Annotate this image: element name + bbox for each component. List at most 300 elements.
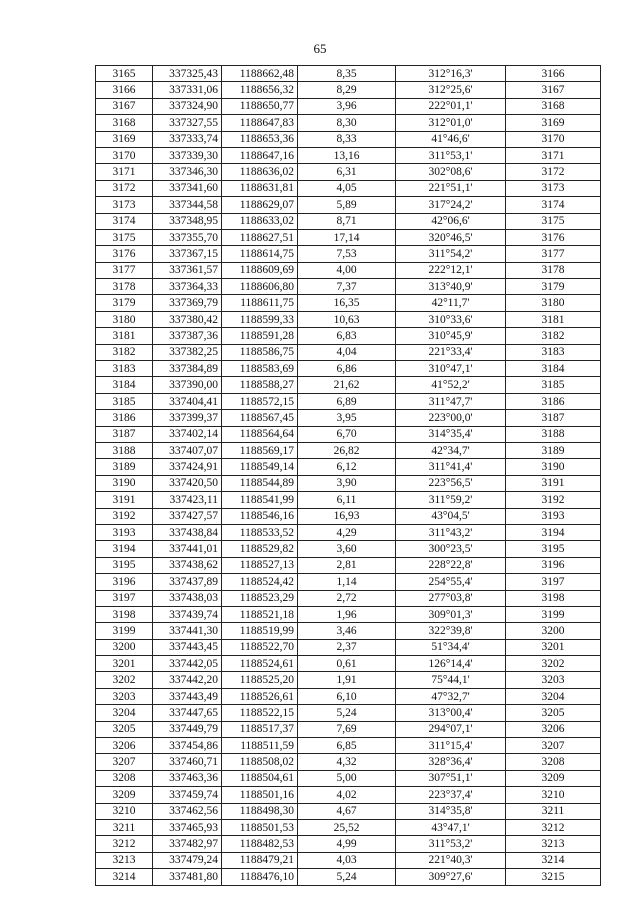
x-coordinate-cell: 337399,37 — [153, 410, 222, 426]
next-point-number-cell: 3209 — [506, 770, 601, 786]
distance-cell: 16,35 — [298, 295, 396, 311]
direction-angle-cell: 307°51,1' — [396, 770, 506, 786]
point-number-cell: 3208 — [96, 770, 153, 786]
direction-angle-cell: 309°01,3' — [396, 606, 506, 622]
y-coordinate-cell: 1188653,36 — [222, 131, 298, 147]
distance-cell: 26,82 — [298, 442, 396, 458]
table-row — [96, 770, 601, 786]
next-point-number-cell: 3186 — [506, 393, 601, 409]
table-row — [96, 656, 601, 672]
y-coordinate-cell: 1188533,52 — [222, 524, 298, 540]
table-row — [96, 115, 601, 131]
y-coordinate-cell: 1188631,81 — [222, 180, 298, 196]
direction-angle-cell: 302°08,6' — [396, 164, 506, 180]
x-coordinate-cell: 337333,74 — [153, 131, 222, 147]
point-number-cell: 3213 — [96, 852, 153, 868]
table-row — [96, 328, 601, 344]
direction-angle-cell: 310°45,9' — [396, 328, 506, 344]
distance-cell: 8,33 — [298, 131, 396, 147]
table-row — [96, 344, 601, 360]
next-point-number-cell: 3208 — [506, 754, 601, 770]
x-coordinate-cell: 337346,30 — [153, 164, 222, 180]
table-row — [96, 738, 601, 754]
next-point-number-cell: 3173 — [506, 180, 601, 196]
y-coordinate-cell: 1188482,53 — [222, 836, 298, 852]
point-number-cell: 3204 — [96, 705, 153, 721]
point-number-cell: 3193 — [96, 524, 153, 540]
table-row — [96, 393, 601, 409]
point-number-cell: 3176 — [96, 246, 153, 262]
y-coordinate-cell: 1188572,15 — [222, 393, 298, 409]
point-number-cell: 3177 — [96, 262, 153, 278]
point-number-cell: 3173 — [96, 197, 153, 213]
x-coordinate-cell: 337364,33 — [153, 279, 222, 295]
table-row — [96, 311, 601, 327]
distance-cell: 3,96 — [298, 98, 396, 114]
point-number-cell: 3207 — [96, 754, 153, 770]
next-point-number-cell: 3202 — [506, 656, 601, 672]
direction-angle-cell: 320°46,5' — [396, 229, 506, 245]
x-coordinate-cell: 337423,11 — [153, 492, 222, 508]
next-point-number-cell: 3213 — [506, 836, 601, 852]
x-coordinate-cell: 337447,65 — [153, 705, 222, 721]
distance-cell: 7,37 — [298, 279, 396, 295]
y-coordinate-cell: 1188501,53 — [222, 819, 298, 835]
next-point-number-cell: 3187 — [506, 410, 601, 426]
direction-angle-cell: 223°00,0' — [396, 410, 506, 426]
direction-angle-cell: 222°12,1' — [396, 262, 506, 278]
y-coordinate-cell: 1188526,61 — [222, 688, 298, 704]
next-point-number-cell: 3188 — [506, 426, 601, 442]
next-point-number-cell: 3183 — [506, 344, 601, 360]
direction-angle-cell: 313°40,9' — [396, 279, 506, 295]
point-number-cell: 3170 — [96, 147, 153, 163]
direction-angle-cell: 328°36,4' — [396, 754, 506, 770]
next-point-number-cell: 3193 — [506, 508, 601, 524]
point-number-cell: 3185 — [96, 393, 153, 409]
direction-angle-cell: 42°34,7' — [396, 442, 506, 458]
x-coordinate-cell: 337380,42 — [153, 311, 222, 327]
point-number-cell: 3175 — [96, 229, 153, 245]
next-point-number-cell: 3201 — [506, 639, 601, 655]
distance-cell: 7,69 — [298, 721, 396, 737]
table-row — [96, 819, 601, 835]
direction-angle-cell: 42°06,6' — [396, 213, 506, 229]
x-coordinate-cell: 337442,20 — [153, 672, 222, 688]
table-row — [96, 147, 601, 163]
direction-angle-cell: 312°16,3' — [396, 66, 506, 82]
x-coordinate-cell: 337384,89 — [153, 361, 222, 377]
point-number-cell: 3166 — [96, 82, 153, 98]
y-coordinate-cell: 1188636,02 — [222, 164, 298, 180]
point-number-cell: 3189 — [96, 459, 153, 475]
point-number-cell: 3168 — [96, 115, 153, 131]
x-coordinate-cell: 337331,06 — [153, 82, 222, 98]
distance-cell: 7,53 — [298, 246, 396, 262]
table-row — [96, 98, 601, 114]
next-point-number-cell: 3178 — [506, 262, 601, 278]
y-coordinate-cell: 1188541,99 — [222, 492, 298, 508]
y-coordinate-cell: 1188517,37 — [222, 721, 298, 737]
direction-angle-cell: 313°00,4' — [396, 705, 506, 721]
distance-cell: 1,14 — [298, 574, 396, 590]
direction-angle-cell: 314°35,4' — [396, 426, 506, 442]
direction-angle-cell: 311°53,2' — [396, 836, 506, 852]
point-number-cell: 3174 — [96, 213, 153, 229]
y-coordinate-cell: 1188656,32 — [222, 82, 298, 98]
y-coordinate-cell: 1188479,21 — [222, 852, 298, 868]
direction-angle-cell: 322°39,8' — [396, 623, 506, 639]
next-point-number-cell: 3184 — [506, 361, 601, 377]
y-coordinate-cell: 1188523,29 — [222, 590, 298, 606]
y-coordinate-cell: 1188498,30 — [222, 803, 298, 819]
x-coordinate-cell: 337355,70 — [153, 229, 222, 245]
y-coordinate-cell: 1188647,83 — [222, 115, 298, 131]
x-coordinate-cell: 337367,15 — [153, 246, 222, 262]
y-coordinate-cell: 1188521,18 — [222, 606, 298, 622]
point-number-cell: 3198 — [96, 606, 153, 622]
distance-cell: 10,63 — [298, 311, 396, 327]
x-coordinate-cell: 337348,95 — [153, 213, 222, 229]
x-coordinate-cell: 337479,24 — [153, 852, 222, 868]
x-coordinate-cell: 337441,01 — [153, 541, 222, 557]
table-row — [96, 590, 601, 606]
next-point-number-cell: 3197 — [506, 574, 601, 590]
y-coordinate-cell: 1188586,75 — [222, 344, 298, 360]
x-coordinate-cell: 337459,74 — [153, 787, 222, 803]
distance-cell: 0,61 — [298, 656, 396, 672]
distance-cell: 21,62 — [298, 377, 396, 393]
direction-angle-cell: 41°46,6' — [396, 131, 506, 147]
direction-angle-cell: 294°07,1' — [396, 721, 506, 737]
x-coordinate-cell: 337442,05 — [153, 656, 222, 672]
point-number-cell: 3172 — [96, 180, 153, 196]
x-coordinate-cell: 337482,97 — [153, 836, 222, 852]
table-row — [96, 131, 601, 147]
next-point-number-cell: 3200 — [506, 623, 601, 639]
table-row — [96, 623, 601, 639]
distance-cell: 6,85 — [298, 738, 396, 754]
next-point-number-cell: 3207 — [506, 738, 601, 754]
y-coordinate-cell: 1188522,15 — [222, 705, 298, 721]
point-number-cell: 3212 — [96, 836, 153, 852]
table-row — [96, 442, 601, 458]
page-number: 65 — [313, 41, 327, 56]
y-coordinate-cell: 1188650,77 — [222, 98, 298, 114]
point-number-cell: 3203 — [96, 688, 153, 704]
point-number-cell: 3188 — [96, 442, 153, 458]
point-number-cell: 3197 — [96, 590, 153, 606]
point-number-cell: 3211 — [96, 819, 153, 835]
direction-angle-cell: 75°44,1' — [396, 672, 506, 688]
distance-cell: 16,93 — [298, 508, 396, 524]
direction-angle-cell: 221°40,3' — [396, 852, 506, 868]
y-coordinate-cell: 1188522,70 — [222, 639, 298, 655]
y-coordinate-cell: 1188508,02 — [222, 754, 298, 770]
table-row — [96, 180, 601, 196]
distance-cell: 2,37 — [298, 639, 396, 655]
direction-angle-cell: 311°41,4' — [396, 459, 506, 475]
point-number-cell: 3206 — [96, 738, 153, 754]
table-row — [96, 836, 601, 852]
distance-cell: 5,24 — [298, 869, 396, 885]
distance-cell: 3,90 — [298, 475, 396, 491]
distance-cell: 6,10 — [298, 688, 396, 704]
table-row — [96, 82, 601, 98]
y-coordinate-cell: 1188527,13 — [222, 557, 298, 573]
distance-cell: 8,30 — [298, 115, 396, 131]
x-coordinate-cell: 337325,43 — [153, 66, 222, 82]
table-row — [96, 377, 601, 393]
x-coordinate-cell: 337481,80 — [153, 869, 222, 885]
next-point-number-cell: 3206 — [506, 721, 601, 737]
next-point-number-cell: 3204 — [506, 688, 601, 704]
direction-angle-cell: 51°34,4' — [396, 639, 506, 655]
next-point-number-cell: 3180 — [506, 295, 601, 311]
next-point-number-cell: 3175 — [506, 213, 601, 229]
direction-angle-cell: 223°56,5' — [396, 475, 506, 491]
y-coordinate-cell: 1188599,33 — [222, 311, 298, 327]
next-point-number-cell: 3198 — [506, 590, 601, 606]
point-number-cell: 3182 — [96, 344, 153, 360]
distance-cell: 3,60 — [298, 541, 396, 557]
distance-cell: 4,04 — [298, 344, 396, 360]
table-row — [96, 803, 601, 819]
point-number-cell: 3171 — [96, 164, 153, 180]
y-coordinate-cell: 1188524,42 — [222, 574, 298, 590]
next-point-number-cell: 3176 — [506, 229, 601, 245]
distance-cell: 5,89 — [298, 197, 396, 213]
y-coordinate-cell: 1188544,89 — [222, 475, 298, 491]
point-number-cell: 3194 — [96, 541, 153, 557]
distance-cell: 8,35 — [298, 66, 396, 82]
x-coordinate-cell: 337344,58 — [153, 197, 222, 213]
point-number-cell: 3205 — [96, 721, 153, 737]
direction-angle-cell: 221°51,1' — [396, 180, 506, 196]
y-coordinate-cell: 1188662,48 — [222, 66, 298, 82]
direction-angle-cell: 126°14,4' — [396, 656, 506, 672]
table-row — [96, 229, 601, 245]
point-number-cell: 3214 — [96, 869, 153, 885]
next-point-number-cell: 3181 — [506, 311, 601, 327]
distance-cell: 3,46 — [298, 623, 396, 639]
next-point-number-cell: 3169 — [506, 115, 601, 131]
next-point-number-cell: 3203 — [506, 672, 601, 688]
distance-cell: 6,70 — [298, 426, 396, 442]
table-row — [96, 246, 601, 262]
next-point-number-cell: 3215 — [506, 869, 601, 885]
y-coordinate-cell: 1188647,16 — [222, 147, 298, 163]
table-row — [96, 672, 601, 688]
direction-angle-cell: 41°52,2' — [396, 377, 506, 393]
point-number-cell: 3178 — [96, 279, 153, 295]
x-coordinate-cell: 337438,62 — [153, 557, 222, 573]
y-coordinate-cell: 1188633,02 — [222, 213, 298, 229]
x-coordinate-cell: 337465,93 — [153, 819, 222, 835]
direction-angle-cell: 314°35,8' — [396, 803, 506, 819]
point-number-cell: 3199 — [96, 623, 153, 639]
next-point-number-cell: 3191 — [506, 475, 601, 491]
table-row — [96, 869, 601, 885]
point-number-cell: 3181 — [96, 328, 153, 344]
x-coordinate-cell: 337361,57 — [153, 262, 222, 278]
direction-angle-cell: 311°47,7' — [396, 393, 506, 409]
point-number-cell: 3184 — [96, 377, 153, 393]
distance-cell: 1,91 — [298, 672, 396, 688]
point-number-cell: 3186 — [96, 410, 153, 426]
x-coordinate-cell: 337390,00 — [153, 377, 222, 393]
direction-angle-cell: 42°11,7' — [396, 295, 506, 311]
coordinates-table — [95, 65, 601, 886]
next-point-number-cell: 3174 — [506, 197, 601, 213]
distance-cell: 4,00 — [298, 262, 396, 278]
distance-cell: 5,24 — [298, 705, 396, 721]
table-row — [96, 361, 601, 377]
x-coordinate-cell: 337437,89 — [153, 574, 222, 590]
y-coordinate-cell: 1188629,07 — [222, 197, 298, 213]
point-number-cell: 3195 — [96, 557, 153, 573]
point-number-cell: 3191 — [96, 492, 153, 508]
x-coordinate-cell: 337424,91 — [153, 459, 222, 475]
distance-cell: 2,81 — [298, 557, 396, 573]
next-point-number-cell: 3211 — [506, 803, 601, 819]
table-row — [96, 557, 601, 573]
table-row — [96, 541, 601, 557]
distance-cell: 6,31 — [298, 164, 396, 180]
distance-cell: 13,16 — [298, 147, 396, 163]
direction-angle-cell: 311°43,2' — [396, 524, 506, 540]
distance-cell: 4,03 — [298, 852, 396, 868]
y-coordinate-cell: 1188583,69 — [222, 361, 298, 377]
y-coordinate-cell: 1188588,27 — [222, 377, 298, 393]
distance-cell: 6,89 — [298, 393, 396, 409]
point-number-cell: 3200 — [96, 639, 153, 655]
next-point-number-cell: 3199 — [506, 606, 601, 622]
x-coordinate-cell: 337443,45 — [153, 639, 222, 655]
next-point-number-cell: 3212 — [506, 819, 601, 835]
distance-cell: 6,86 — [298, 361, 396, 377]
point-number-cell: 3187 — [96, 426, 153, 442]
direction-angle-cell: 312°01,0' — [396, 115, 506, 131]
direction-angle-cell: 222°01,1' — [396, 98, 506, 114]
y-coordinate-cell: 1188627,51 — [222, 229, 298, 245]
table-row — [96, 705, 601, 721]
next-point-number-cell: 3168 — [506, 98, 601, 114]
point-number-cell: 3190 — [96, 475, 153, 491]
x-coordinate-cell: 337439,74 — [153, 606, 222, 622]
next-point-number-cell: 3166 — [506, 66, 601, 82]
distance-cell: 2,72 — [298, 590, 396, 606]
x-coordinate-cell: 337441,30 — [153, 623, 222, 639]
distance-cell: 8,71 — [298, 213, 396, 229]
distance-cell: 4,02 — [298, 787, 396, 803]
direction-angle-cell: 254°55,4' — [396, 574, 506, 590]
point-number-cell: 3183 — [96, 361, 153, 377]
next-point-number-cell: 3179 — [506, 279, 601, 295]
distance-cell: 4,32 — [298, 754, 396, 770]
table-row — [96, 475, 601, 491]
x-coordinate-cell: 337404,41 — [153, 393, 222, 409]
next-point-number-cell: 3170 — [506, 131, 601, 147]
direction-angle-cell: 228°22,8' — [396, 557, 506, 573]
y-coordinate-cell: 1188519,99 — [222, 623, 298, 639]
distance-cell: 1,96 — [298, 606, 396, 622]
distance-cell: 4,67 — [298, 803, 396, 819]
y-coordinate-cell: 1188529,82 — [222, 541, 298, 557]
y-coordinate-cell: 1188611,75 — [222, 295, 298, 311]
direction-angle-cell: 47°32,7' — [396, 688, 506, 704]
x-coordinate-cell: 337387,36 — [153, 328, 222, 344]
x-coordinate-cell: 337454,86 — [153, 738, 222, 754]
table-row — [96, 459, 601, 475]
y-coordinate-cell: 1188476,10 — [222, 869, 298, 885]
y-coordinate-cell: 1188524,61 — [222, 656, 298, 672]
direction-angle-cell: 221°33,4' — [396, 344, 506, 360]
distance-cell: 4,99 — [298, 836, 396, 852]
direction-angle-cell: 317°24,2' — [396, 197, 506, 213]
distance-cell: 3,95 — [298, 410, 396, 426]
y-coordinate-cell: 1188546,16 — [222, 508, 298, 524]
y-coordinate-cell: 1188504,61 — [222, 770, 298, 786]
x-coordinate-cell: 337462,56 — [153, 803, 222, 819]
x-coordinate-cell: 337324,90 — [153, 98, 222, 114]
point-number-cell: 3192 — [96, 508, 153, 524]
table-row — [96, 524, 601, 540]
distance-cell: 8,29 — [298, 82, 396, 98]
x-coordinate-cell: 337449,79 — [153, 721, 222, 737]
table-row — [96, 197, 601, 213]
next-point-number-cell: 3167 — [506, 82, 601, 98]
table-row — [96, 492, 601, 508]
table-row — [96, 721, 601, 737]
x-coordinate-cell: 337369,79 — [153, 295, 222, 311]
next-point-number-cell: 3210 — [506, 787, 601, 803]
table-row — [96, 574, 601, 590]
table-row — [96, 508, 601, 524]
point-number-cell: 3169 — [96, 131, 153, 147]
table-row — [96, 262, 601, 278]
x-coordinate-cell: 337460,71 — [153, 754, 222, 770]
x-coordinate-cell: 337463,36 — [153, 770, 222, 786]
point-number-cell: 3196 — [96, 574, 153, 590]
y-coordinate-cell: 1188614,75 — [222, 246, 298, 262]
direction-angle-cell: 43°04,5' — [396, 508, 506, 524]
next-point-number-cell: 3177 — [506, 246, 601, 262]
direction-angle-cell: 311°15,4' — [396, 738, 506, 754]
distance-cell: 6,11 — [298, 492, 396, 508]
distance-cell: 4,29 — [298, 524, 396, 540]
next-point-number-cell: 3171 — [506, 147, 601, 163]
direction-angle-cell: 43°47,1' — [396, 819, 506, 835]
next-point-number-cell: 3192 — [506, 492, 601, 508]
direction-angle-cell: 277°03,8' — [396, 590, 506, 606]
y-coordinate-cell: 1188511,59 — [222, 738, 298, 754]
direction-angle-cell: 310°47,1' — [396, 361, 506, 377]
direction-angle-cell: 311°59,2' — [396, 492, 506, 508]
distance-cell: 25,52 — [298, 819, 396, 835]
x-coordinate-cell: 337341,60 — [153, 180, 222, 196]
point-number-cell: 3209 — [96, 787, 153, 803]
next-point-number-cell: 3214 — [506, 852, 601, 868]
next-point-number-cell: 3205 — [506, 705, 601, 721]
point-number-cell: 3210 — [96, 803, 153, 819]
x-coordinate-cell: 337427,57 — [153, 508, 222, 524]
coordinates-table-body — [96, 66, 601, 886]
x-coordinate-cell: 337438,84 — [153, 524, 222, 540]
y-coordinate-cell: 1188564,64 — [222, 426, 298, 442]
table-row — [96, 279, 601, 295]
y-coordinate-cell: 1188609,69 — [222, 262, 298, 278]
